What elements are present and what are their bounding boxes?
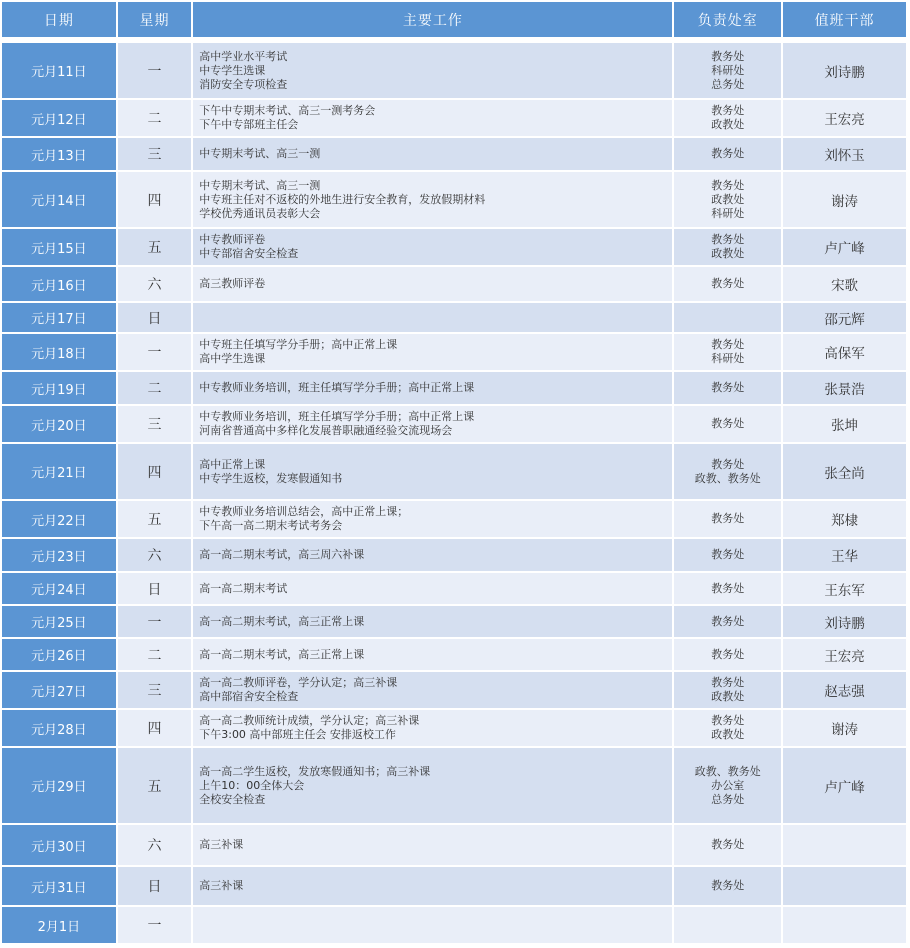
date-cell: 元月14日 <box>2 172 116 227</box>
table-row <box>2 406 906 442</box>
date-cell: 元月22日 <box>2 501 116 537</box>
weekday-cell: 二 <box>118 372 191 404</box>
duty-cell: 王华 <box>783 539 906 571</box>
date-cell: 元月25日 <box>2 606 116 637</box>
work-line: 中专学生返校，发寒假通知书 <box>199 471 343 485</box>
office-line: 教务处 <box>711 879 745 892</box>
weekday-cell: 五 <box>118 501 191 537</box>
office-cell <box>674 444 781 499</box>
office-cell <box>674 639 781 670</box>
office-line: 办公室 <box>711 778 745 792</box>
office-line: 教务处 <box>711 581 745 595</box>
office-line: 政教、教务处 <box>694 764 761 778</box>
work-line: 高三补课 <box>199 879 244 892</box>
office-line: 教务处 <box>711 714 745 727</box>
office-line: 政教、教务处 <box>694 471 761 485</box>
work-cell <box>193 303 672 332</box>
duty-cell: 赵志强 <box>783 672 906 708</box>
date-cell: 元月16日 <box>2 267 116 301</box>
date-cell: 元月11日 <box>2 43 116 98</box>
office-line: 政教处 <box>711 728 745 741</box>
table-row <box>2 100 906 136</box>
office-line: 教务处 <box>711 417 745 430</box>
duty-cell: 卢广峰 <box>783 229 906 265</box>
table-row <box>2 43 906 98</box>
work-cell <box>193 229 672 265</box>
work-line: 河南省普通高中多样化发展普职融通经验交流现场会 <box>199 424 453 437</box>
duty-cell: 刘怀玉 <box>783 138 906 170</box>
office-line: 政教处 <box>711 247 745 260</box>
work-cell <box>193 406 672 442</box>
duty-cell: 王宏亮 <box>783 639 906 670</box>
work-line: 高一高二期末考试 <box>199 581 288 595</box>
weekday-cell: 五 <box>118 229 191 265</box>
table-row <box>2 606 906 637</box>
office-cell <box>674 907 781 943</box>
work-line: 中专班主任对不返校的外地生进行安全教育，发放假期材料 <box>199 192 486 206</box>
date-cell: 元月26日 <box>2 639 116 670</box>
office-cell <box>674 138 781 170</box>
duty-cell: 张景浩 <box>783 372 906 404</box>
work-cell <box>193 43 672 98</box>
work-line: 高中学生选课 <box>199 352 266 365</box>
weekday-cell: 一 <box>118 907 191 943</box>
date-cell: 2月1日 <box>2 907 116 943</box>
office-line: 教务处 <box>711 147 745 160</box>
office-line: 总务处 <box>711 792 745 806</box>
weekday-cell: 六 <box>118 539 191 571</box>
office-cell <box>674 825 781 865</box>
work-cell <box>193 444 672 499</box>
weekday-cell: 日 <box>118 303 191 332</box>
office-cell <box>674 501 781 537</box>
date-cell: 元月21日 <box>2 444 116 499</box>
office-line: 政教处 <box>711 192 745 206</box>
work-cell <box>193 100 672 136</box>
office-line: 总务处 <box>711 77 745 91</box>
work-cell <box>193 672 672 708</box>
date-cell: 元月28日 <box>2 710 116 746</box>
work-line: 高中部宿舍安全检查 <box>199 690 299 703</box>
work-line: 学校优秀通讯员表彰大会 <box>199 206 321 220</box>
table-row <box>2 907 906 943</box>
table-row <box>2 267 906 301</box>
work-cell <box>193 606 672 637</box>
date-cell: 元月15日 <box>2 229 116 265</box>
header-gap <box>2 39 906 41</box>
duty-cell: 郑棣 <box>783 501 906 537</box>
office-line: 教务处 <box>711 104 745 117</box>
work-line: 高一高二期末考试，高三正常上课 <box>199 614 365 628</box>
work-line: 高一高二期末考试，高三正常上课 <box>199 647 365 661</box>
work-line: 消防安全专项检查 <box>199 77 288 91</box>
work-line: 中专期末考试、高三一测 <box>199 178 321 192</box>
office-line: 教务处 <box>711 457 745 471</box>
weekday-cell: 五 <box>118 748 191 823</box>
work-cell <box>193 539 672 571</box>
weekday-cell: 三 <box>118 138 191 170</box>
work-cell <box>193 710 672 746</box>
office-cell <box>674 334 781 370</box>
duty-cell: 宋歌 <box>783 267 906 301</box>
weekday-cell: 日 <box>118 867 191 905</box>
office-cell <box>674 748 781 823</box>
office-cell <box>674 867 781 905</box>
office-cell <box>674 573 781 604</box>
office-line: 科研处 <box>711 352 745 365</box>
office-line: 教务处 <box>711 838 745 851</box>
work-cell <box>193 573 672 604</box>
office-line: 教务处 <box>711 338 745 351</box>
office-line: 科研处 <box>711 206 745 220</box>
duty-cell: 邵元辉 <box>783 303 906 332</box>
work-line: 高一高二学生返校，发放寒假通知书；高三补课 <box>199 764 431 778</box>
work-line: 中专教师业务培训，班主任填写学分手册；高中正常上课 <box>199 381 475 394</box>
office-line: 教务处 <box>711 233 745 246</box>
weekday-cell: 四 <box>118 172 191 227</box>
table-row <box>2 539 906 571</box>
header-duty: 值班干部 <box>783 2 906 37</box>
office-cell <box>674 172 781 227</box>
header-weekday: 星期 <box>118 2 191 37</box>
table-row <box>2 867 906 905</box>
office-line: 教务处 <box>711 277 745 290</box>
table-row <box>2 825 906 865</box>
office-cell <box>674 229 781 265</box>
office-line: 教务处 <box>711 381 745 394</box>
date-cell: 元月17日 <box>2 303 116 332</box>
work-cell <box>193 372 672 404</box>
weekday-cell: 一 <box>118 43 191 98</box>
work-line: 中专学生选课 <box>199 63 266 77</box>
table-row <box>2 303 906 332</box>
table-row <box>2 172 906 227</box>
date-cell: 元月23日 <box>2 539 116 571</box>
work-line: 中专班主任填写学分手册；高中正常上课 <box>199 338 398 351</box>
duty-cell: 刘诗鹏 <box>783 606 906 637</box>
work-line: 高中学业水平考试 <box>199 49 288 63</box>
work-line: 全校安全检查 <box>199 792 266 806</box>
header-work: 主要工作 <box>193 2 672 37</box>
duty-cell: 张坤 <box>783 406 906 442</box>
weekday-cell: 六 <box>118 267 191 301</box>
table-row <box>2 372 906 404</box>
work-line: 中专教师业务培训总结会，高中正常上课； <box>199 505 409 518</box>
date-cell: 元月19日 <box>2 372 116 404</box>
work-line: 高一高二期末考试，高三周六补课 <box>199 548 365 561</box>
office-line: 政教处 <box>711 118 745 131</box>
duty-cell <box>783 907 906 943</box>
office-line: 教务处 <box>711 676 745 689</box>
work-cell <box>193 639 672 670</box>
office-cell <box>674 43 781 98</box>
weekday-cell: 日 <box>118 573 191 604</box>
work-line: 高一高二教师评卷，学分认定；高三补课 <box>199 676 398 689</box>
work-cell <box>193 825 672 865</box>
work-line: 下午中专部班主任会 <box>199 118 299 131</box>
weekday-cell: 四 <box>118 444 191 499</box>
date-cell: 元月27日 <box>2 672 116 708</box>
date-cell: 元月29日 <box>2 748 116 823</box>
work-line: 中专部宿舍安全检查 <box>199 247 299 260</box>
work-line: 高三补课 <box>199 838 244 851</box>
date-cell: 元月31日 <box>2 867 116 905</box>
date-cell: 元月13日 <box>2 138 116 170</box>
table-row <box>2 710 906 746</box>
office-line: 政教处 <box>711 690 745 703</box>
weekday-cell: 二 <box>118 639 191 670</box>
office-cell <box>674 303 781 332</box>
table-row <box>2 444 906 499</box>
schedule-body <box>2 43 906 943</box>
date-cell: 元月30日 <box>2 825 116 865</box>
office-cell <box>674 372 781 404</box>
work-cell <box>193 138 672 170</box>
weekday-cell: 一 <box>118 606 191 637</box>
date-cell: 元月12日 <box>2 100 116 136</box>
work-line: 高中正常上课 <box>199 457 266 471</box>
duty-cell <box>783 825 906 865</box>
table-row <box>2 334 906 370</box>
duty-cell: 张全尚 <box>783 444 906 499</box>
office-line: 教务处 <box>711 49 745 63</box>
work-line: 高三教师评卷 <box>199 277 266 290</box>
duty-cell: 王东军 <box>783 573 906 604</box>
work-cell <box>193 172 672 227</box>
table-row <box>2 573 906 604</box>
work-line: 中专教师业务培训，班主任填写学分手册；高中正常上课 <box>199 410 475 423</box>
office-cell <box>674 710 781 746</box>
header-row <box>2 2 906 37</box>
office-line: 科研处 <box>711 63 745 77</box>
duty-cell <box>783 867 906 905</box>
duty-cell: 王宏亮 <box>783 100 906 136</box>
weekday-cell: 四 <box>118 710 191 746</box>
work-line: 下午中专期末考试、高三一测考务会 <box>199 104 376 117</box>
weekday-cell: 六 <box>118 825 191 865</box>
duty-cell: 高保军 <box>783 334 906 370</box>
weekday-cell: 二 <box>118 100 191 136</box>
work-cell <box>193 334 672 370</box>
table-row <box>2 138 906 170</box>
work-cell <box>193 267 672 301</box>
office-cell <box>674 406 781 442</box>
weekday-cell: 三 <box>118 406 191 442</box>
office-cell <box>674 100 781 136</box>
work-cell <box>193 867 672 905</box>
work-cell <box>193 501 672 537</box>
office-line: 教务处 <box>711 178 745 192</box>
duty-cell: 卢广峰 <box>783 748 906 823</box>
work-cell <box>193 907 672 943</box>
table-row <box>2 672 906 708</box>
office-line: 教务处 <box>711 512 745 525</box>
table-row <box>2 229 906 265</box>
date-cell: 元月20日 <box>2 406 116 442</box>
office-cell <box>674 539 781 571</box>
duty-cell: 谢涛 <box>783 710 906 746</box>
office-cell <box>674 606 781 637</box>
duty-cell: 刘诗鹏 <box>783 43 906 98</box>
work-line: 下午3:00 高中部班主任会 安排返校工作 <box>199 728 396 741</box>
table-row <box>2 639 906 670</box>
table-row <box>2 501 906 537</box>
work-line: 上午10：00全体大会 <box>199 778 305 792</box>
header-date: 日期 <box>2 2 116 37</box>
office-cell <box>674 672 781 708</box>
date-cell: 元月24日 <box>2 573 116 604</box>
work-line: 高一高二教师统计成绩，学分认定；高三补课 <box>199 714 420 727</box>
work-line: 中专期末考试、高三一测 <box>199 147 321 160</box>
office-line: 教务处 <box>711 548 745 561</box>
weekday-cell: 一 <box>118 334 191 370</box>
date-cell: 元月18日 <box>2 334 116 370</box>
office-line: 教务处 <box>711 647 745 661</box>
duty-cell: 谢涛 <box>783 172 906 227</box>
weekday-cell: 三 <box>118 672 191 708</box>
work-line: 中专教师评卷 <box>199 233 266 246</box>
work-cell <box>193 748 672 823</box>
office-line: 教务处 <box>711 614 745 628</box>
table-row <box>2 748 906 823</box>
header-office: 负责处室 <box>674 2 781 37</box>
work-line: 下午高一高二期末考试考务会 <box>199 519 343 532</box>
office-cell <box>674 267 781 301</box>
